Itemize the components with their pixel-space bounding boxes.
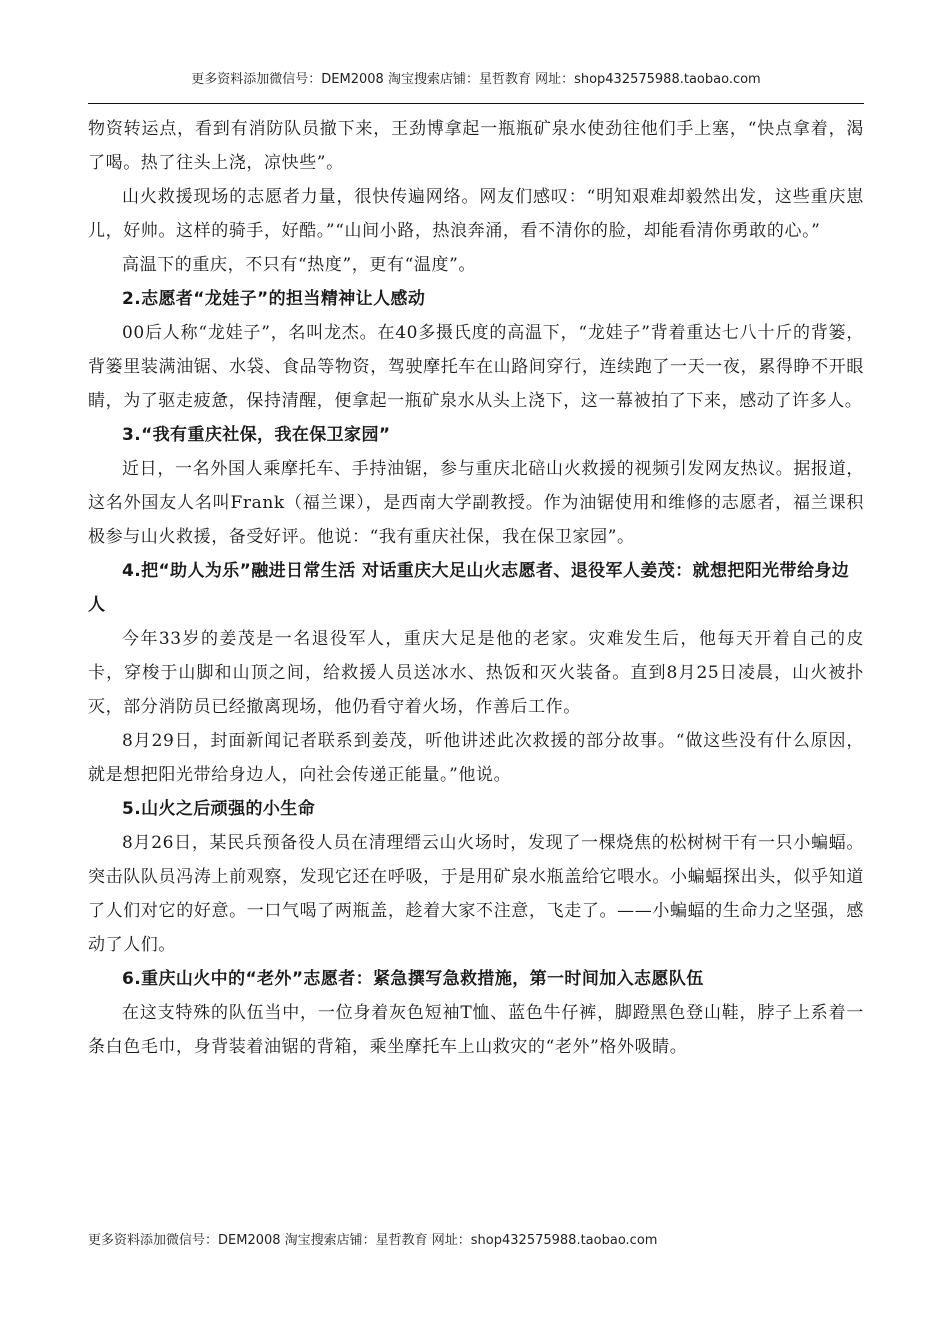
section-heading-3: 3.“我有重庆社保，我在保卫家园”	[122, 425, 391, 445]
paragraph-2: 山火救援现场的志愿者力量，很快传遍网络。网友们感叹：“明知艰难却毅然出发，这些重庆崽儿，好帅。这样的骑手，好酷。”“山间小路，热浪奔涌，看不清你的脸，却能看清你勇敢的心。”	[88, 187, 864, 241]
paragraph-8: 8月26日，某民兵预备役人员在清理缙云山火场时，发现了一棵烧焦的松树树干有一只小蝙蝠。突击队队员冯涛上前观察，发现它还在呼吸，于是用矿泉水瓶盖给它喂水。小蝙蝠探出头，似乎知道了人们对它的好意。一口气喝了两瓶盖，趁着大家不注意，飞走了。——小蝙蝠的生命力之坚强，感动了人们。	[88, 833, 864, 955]
paragraph-7: 8月29日，封面新闻记者联系到姜茂，听他讲述此次救援的部分故事。“做这些没有什么原因，就是想把阳光带给身边人，向社会传递正能量。”他说。	[88, 731, 864, 785]
paragraph-9: 在这支特殊的队伍当中，一位身着灰色短袖T恤、蓝色牛仔裤，脚蹬黑色登山鞋，脖子上系着一条白色毛巾，身背装着油锯的背箱，乘坐摩托车上山救灾的“老外”格外吸睛。	[88, 1003, 864, 1057]
section-heading-4: 4.把“助人为乐”融进日常生活 对话重庆大足山火志愿者、退役军人姜茂：就想把阳光带给身边人	[88, 561, 850, 615]
paragraph-5: 近日，一名外国人乘摩托车、手持油锯，参与重庆北碚山火救援的视频引发网友热议。据报道，这名外国友人名叫Frank（福兰课），是西南大学副教授。作为油锯使用和维修的志愿者，福兰课积极参与山火救援，备受好评。他说：“我有重庆社保，我在保卫家园”。	[88, 459, 864, 547]
paragraph-6: 今年33岁的姜茂是一名退役军人，重庆大足是他的老家。灾难发生后，他每天开着自己的皮卡，穿梭于山脚和山顶之间，给救援人员送冰水、热饭和灭火装备。直到8月25日凌晨，山火被扑灭，部分消防员已经撤离现场，他仍看守着火场，作善后工作。	[88, 629, 864, 717]
paragraph-1: 物资转运点，看到有消防队员撤下来，王劲博拿起一瓶瓶矿泉水使劲往他们手上塞，“快点拿着，渴了喝。热了往头上浇，凉快些”。	[88, 119, 864, 173]
header-divider	[88, 103, 864, 104]
section-heading-2: 2.志愿者“龙娃子”的担当精神让人感动	[122, 289, 426, 309]
section-heading-6: 6.重庆山火中的“老外”志愿者：紧急撰写急救措施，第一时间加入志愿队伍	[122, 969, 704, 989]
page-header: 更多资料添加微信号：DEM2008 淘宝搜索店铺：星哲教育 网址：shop432575988.taobao.com	[191, 72, 761, 87]
paragraph-3: 高温下的重庆，不只有“热度”，更有“温度”。	[122, 255, 476, 275]
document-body	[88, 112, 864, 1064]
page-footer: 更多资料添加微信号：DEM2008 淘宝搜索店铺：星哲教育 网址：shop432575988.taobao.com	[88, 1233, 658, 1248]
section-heading-5: 5.山火之后顽强的小生命	[122, 799, 316, 819]
paragraph-4: 00后人称“龙娃子”，名叫龙杰。在40多摄氏度的高温下，“龙娃子”背着重达七八十斤的背篓，背篓里装满油锯、水袋、食品等物资，驾驶摩托车在山路间穿行，连续跑了一天一夜，累得睁不开眼睛，为了驱走疲惫，保持清醒，便拿起一瓶矿泉水从头上浇下，这一幕被拍了下来，感动了许多人。	[88, 323, 864, 411]
